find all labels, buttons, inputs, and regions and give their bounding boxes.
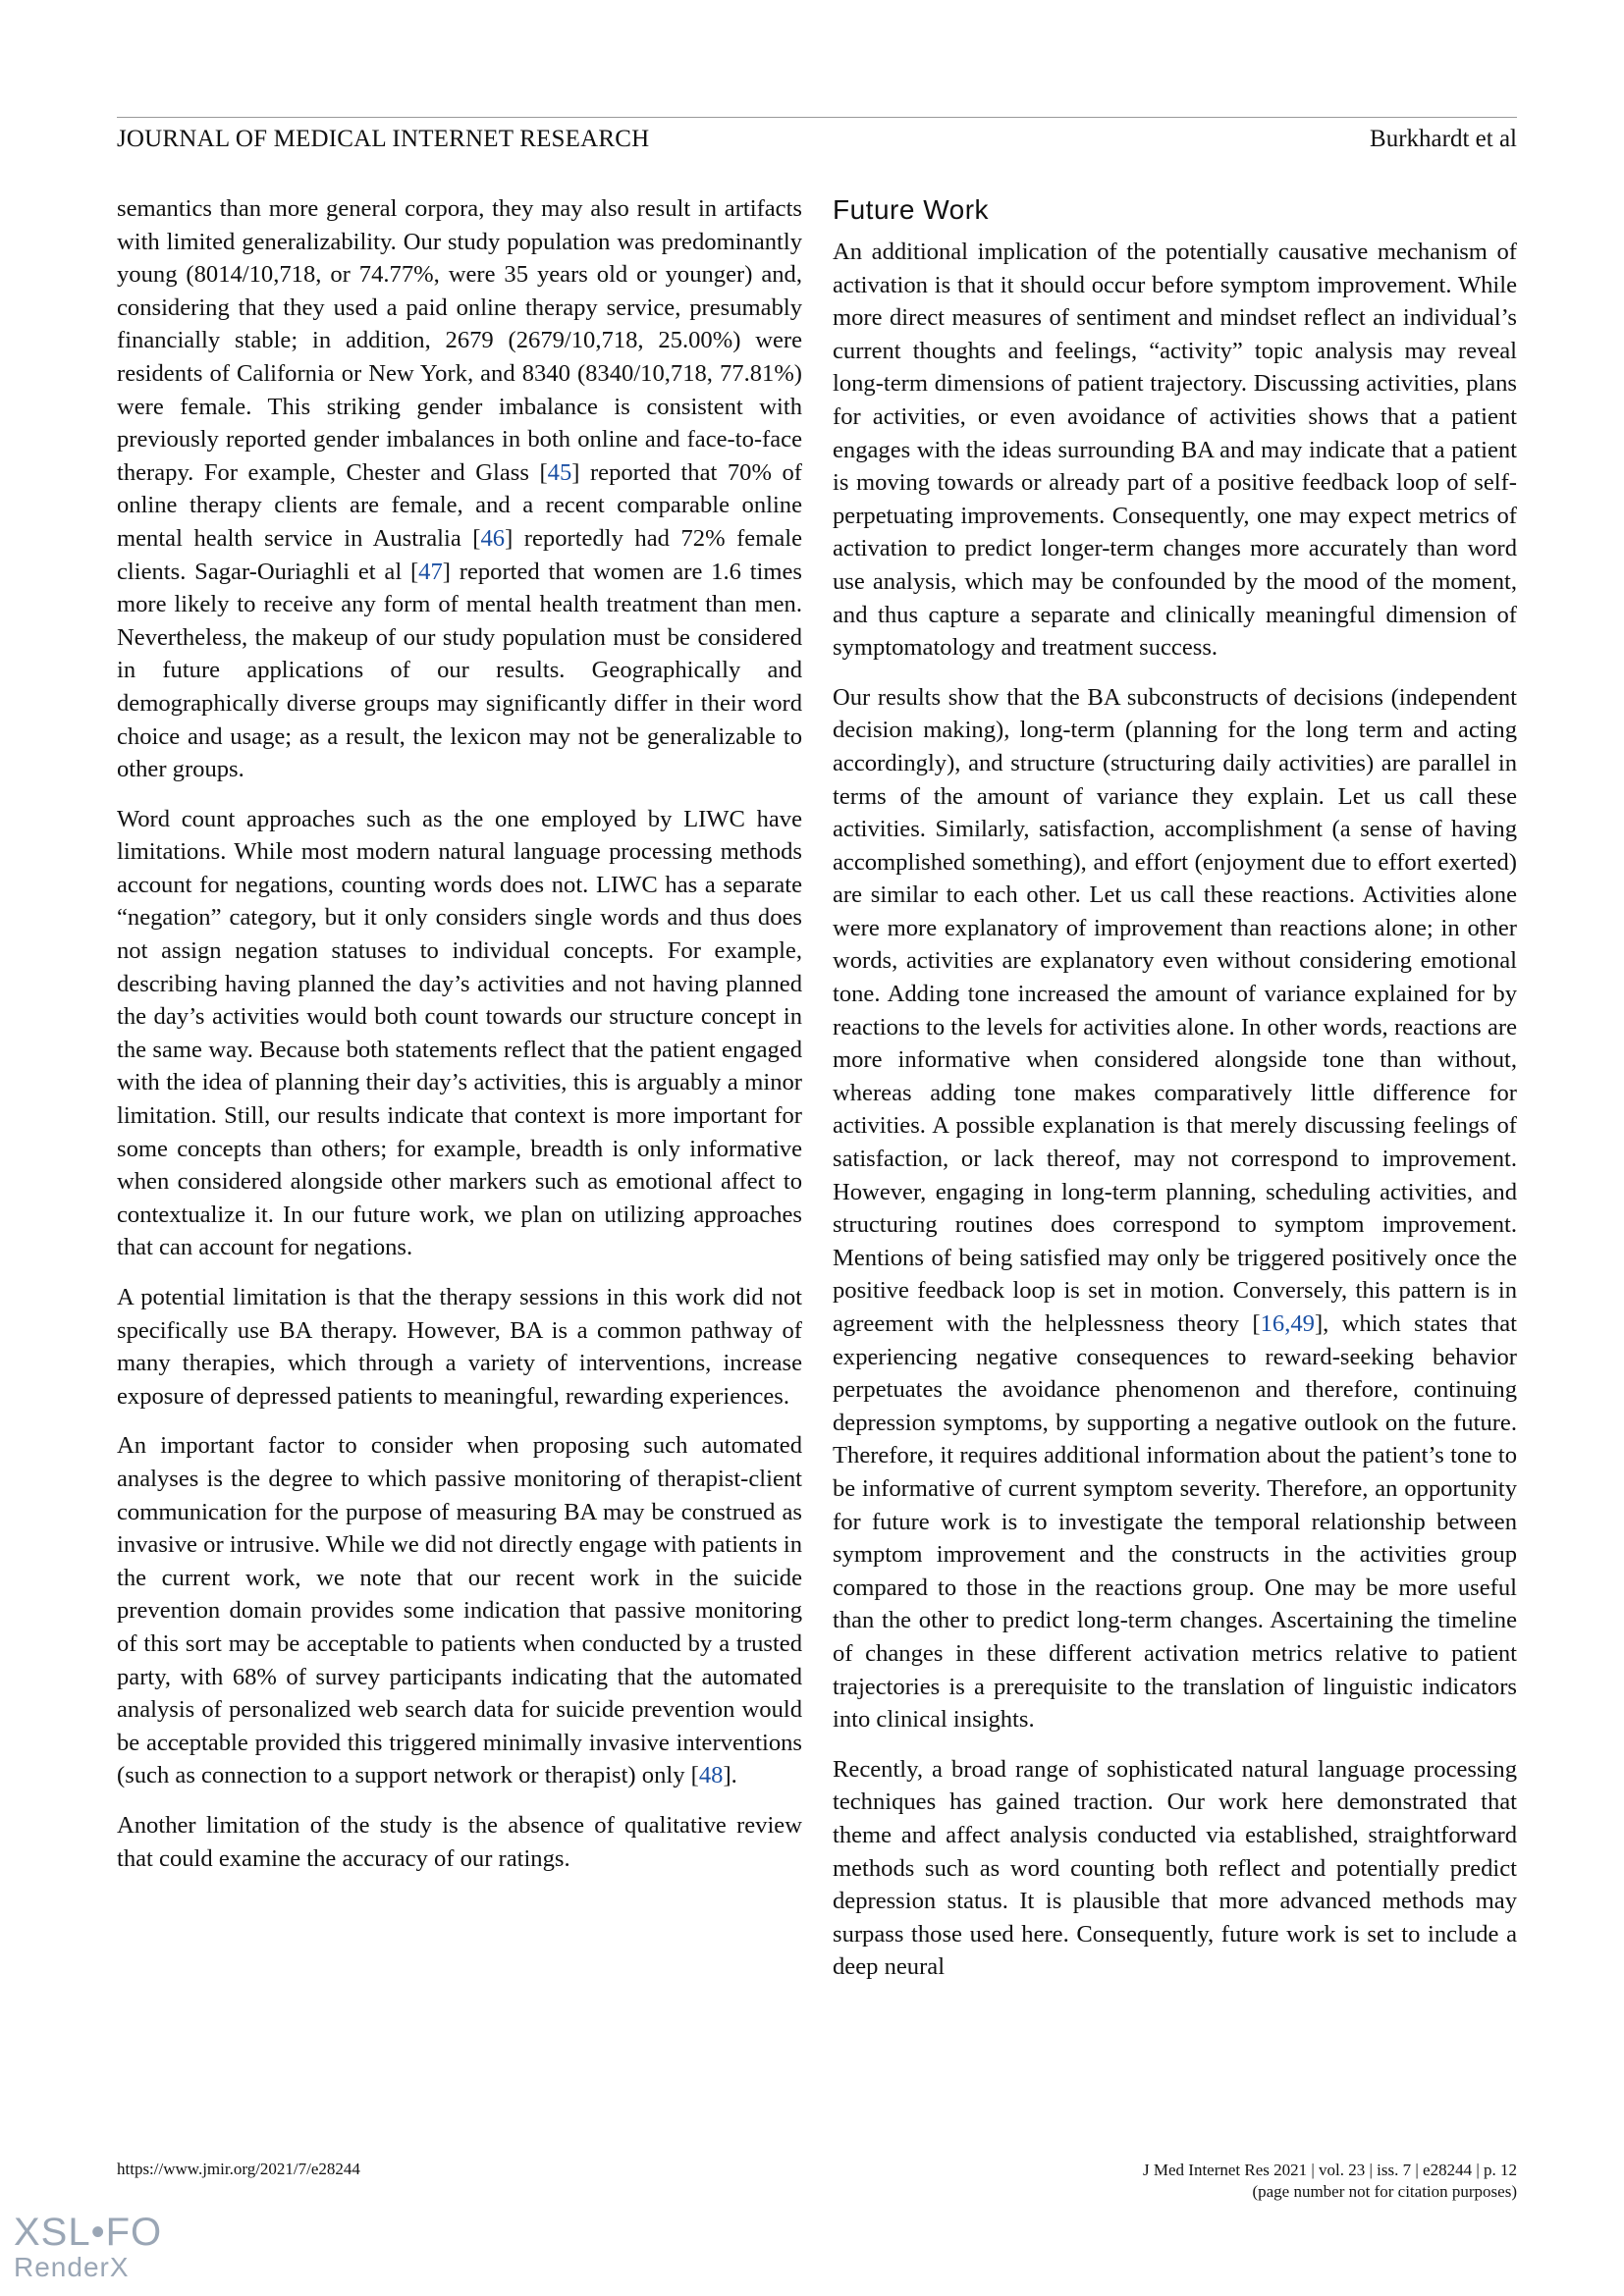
running-authors: Burkhardt et al xyxy=(1370,126,1517,152)
citation-note: (page number not for citation purposes) xyxy=(1252,2182,1517,2201)
renderx-logo-text: RenderX xyxy=(14,2252,130,2282)
xslfo-logo-text: XSL•FO xyxy=(14,2211,163,2254)
reference-link-49[interactable]: 49 xyxy=(1290,1310,1315,1337)
text-run: ] reported that women are 1.6 times more likely to receive any form of mental health treatment than men. Nevertheless, the makeup of our study population must be considered in future applications of our results. Geographically and demographically diverse groups may significantly differ in their word choice and usage; as a result, the lexicon may not be generalizable to other groups. xyxy=(117,558,802,783)
xslfo-renderx-logo xyxy=(14,2213,162,2283)
text-run: An important factor to consider when proposing such automated analyses is the degree to which passive monitoring of therapist-client communication for the purpose of measuring BA may be construed as invasive or intrusive. While we did not directly engage with patients in the current work, we note that our recent work in the suicide prevention domain provides some indication that passive monitoring of this sort may be acceptable to patients when conducted by a trusted party, with 68% of survey participants indicating that the automated analysis of personalized web search data for suicide prevention would be acceptable provided this triggered minimally invasive interventions (such as connection to a support network or therapist) only [ xyxy=(117,1432,802,1789)
paragraph-ba-therapy-limitation: A potential limitation is that the therapy sessions in this work did not specifically use BA therapy. However, BA is a common pathway of many therapies, which through a variety of interventions, increase exposure of depressed patients to meaningful, rewarding experiences. xyxy=(117,1284,802,1410)
left-column xyxy=(117,192,802,1892)
reference-link-45[interactable]: 45 xyxy=(547,458,572,486)
journal-name: JOURNAL OF MEDICAL INTERNET RESEARCH xyxy=(117,126,650,152)
text-run: ], which states that experiencing negative consequences to reward-seeking behavior perpetuates the avoidance phenomenon and therefore, continuing depression symptoms, by supporting a negative outlook on the future. Therefore, it requires additional information about the patient’s tone to be informative of current symptom severity. Therefore, an opportunity for future work is to investigate the temporal relationship between symptom improvement and the constructs in the activities group compared to those in the reactions group. One may be more useful than the other to predict long-term changes. Ascertaining the timeline of changes in these different activation metrics relative to patient trajectories is a prerequisite to the translation of linguistic indicators into clinical insights. xyxy=(833,1310,1518,1734)
right-column xyxy=(833,192,1517,2001)
citation-info xyxy=(1143,2160,1517,2203)
text-run: ] reportedly had 72% female clients. Sagar-Ouriaghli et al [ xyxy=(117,524,802,585)
paragraph-nlp-techniques: Recently, a broad range of sophisticated natural language processing techniques has gained traction. Our work here demonstrated that theme and affect analysis conducted via established, straightforward methods such as word counting both reflect and potentially predict depression status. It is plausible that more advanced methods may surpass those used here. Consequently, future work is set to include a deep neural xyxy=(833,1755,1517,1981)
paragraph-word-count-limitations: Word count approaches such as the one employed by LIWC have limitations. While most modern natural language processing methods account for negations, counting words does not. LIWC has a separate “negation” category, but it only considers single words and thus does not assign negation statuses to individual concepts. For example, describing having planned the day’s activities and not having planned the day’s activities would both count towards our structure concept in the same way. Because both statements reflect that the patient engaged with the idea of planning their day’s activities, this is arguably a minor limitation. Still, our results indicate that context is more important for some concepts than others; for example, breadth is only informative when considered alongside other markers such as emotional affect to contextualize it. In our future work, we plan on utilizing approaches that can account for negations. xyxy=(117,805,802,1261)
article-url[interactable]: https://www.jmir.org/2021/7/e28244 xyxy=(117,2160,360,2178)
reference-link-48[interactable]: 48 xyxy=(698,1762,724,1789)
paragraph-causative-mechanism: An additional implication of the potentially causative mechanism of activation is that it should occur before symptom improvement. While more direct measures of sentiment and mindset reflect an individual’s current thoughts and feelings, “activity” topic analysis may reveal long-term dimensions of patient trajectory. Discussing activities, plans for activities, or even avoidance of activities shows that a patient engages with the ideas surrounding BA and may indicate that a patient is moving towards or already part of a positive feedback loop of self-perpetuating improvements. Consequently, one may expect metrics of activation to predict longer-term changes more accurately than word use analysis, which may be confounded by the mood of the moment, and thus capture a separate and clinically meaningful dimension of symptomatology and treatment success. xyxy=(833,239,1517,662)
reference-link-46[interactable]: 46 xyxy=(480,524,506,552)
paragraph-qualitative-review: Another limitation of the study is the absence of qualitative review that could examine the accuracy of our ratings. xyxy=(117,1811,802,1872)
text-run: ]. xyxy=(723,1762,737,1789)
text-run: semantics than more general corpora, they may also result in artifacts with limited generalizability. Our study population was predominantly young (8014/10,718, or 74.77%, were 35 years old or younger) and, considering that they used a paid online therapy service, presumably financially stable; in addition, 2679 (2679/10,718, 25.00%) were residents of California or New York, and 8340 (8340/10,718, 77.81%) were female. This striking gender imbalance is consistent with previously reported gender imbalances in both online and face-to-face therapy. For example, Chester and Glass [ xyxy=(117,195,802,486)
reference-link-16[interactable]: 16 xyxy=(1260,1310,1285,1337)
citation-line: J Med Internet Res 2021 | vol. 23 | iss. 7 | e28244 | p. 12 xyxy=(1143,2161,1517,2179)
text-run: ] reported that 70% of online therapy clients are female, and a recent comparable online mental health service in Australia [ xyxy=(117,458,802,552)
paragraph-passive-monitoring xyxy=(117,1429,802,1792)
text-run: Our results show that the BA subconstructs of decisions (independent decision making), long-term (planning for the long term and acting accordingly), and structure (structuring daily activities) are parallel in terms of the amount of variance they explain. Let us call these activities. Similarly, satisfaction, accomplishment (a sense of having accomplished something), and effort (enjoyment due to effort exerted) are similar to each other. Let us call these reactions. Activities alone were more explanatory of improvement than reactions alone; in other words, activities are explanatory even without considering emotional tone. Adding tone increased the amount of variance explained for by reactions to the levels for activities alone. In other words, reactions are more informative when considered alongside tone than without, whereas adding tone makes comparatively little difference for activities. A possible explanation is that merely discussing feelings of satisfaction, or lack thereof, may not correspond to improvement. However, engaging in long-term planning, scheduling activities, and structuring routines does correspond to symptom improvement. Mentions of being satisfied may only be triggered positively once the positive feedback loop is set in motion. Conversely, this pattern is in agreement with the helplessness theory [ xyxy=(833,683,1517,1337)
section-heading-future-work: Future Work xyxy=(833,194,990,225)
paragraph-generalizability xyxy=(117,192,802,786)
paragraph-ba-subconstructs xyxy=(833,681,1517,1736)
reference-link-47[interactable]: 47 xyxy=(418,558,443,585)
reference-separator: , xyxy=(1284,1310,1291,1337)
page-header xyxy=(117,117,1517,161)
